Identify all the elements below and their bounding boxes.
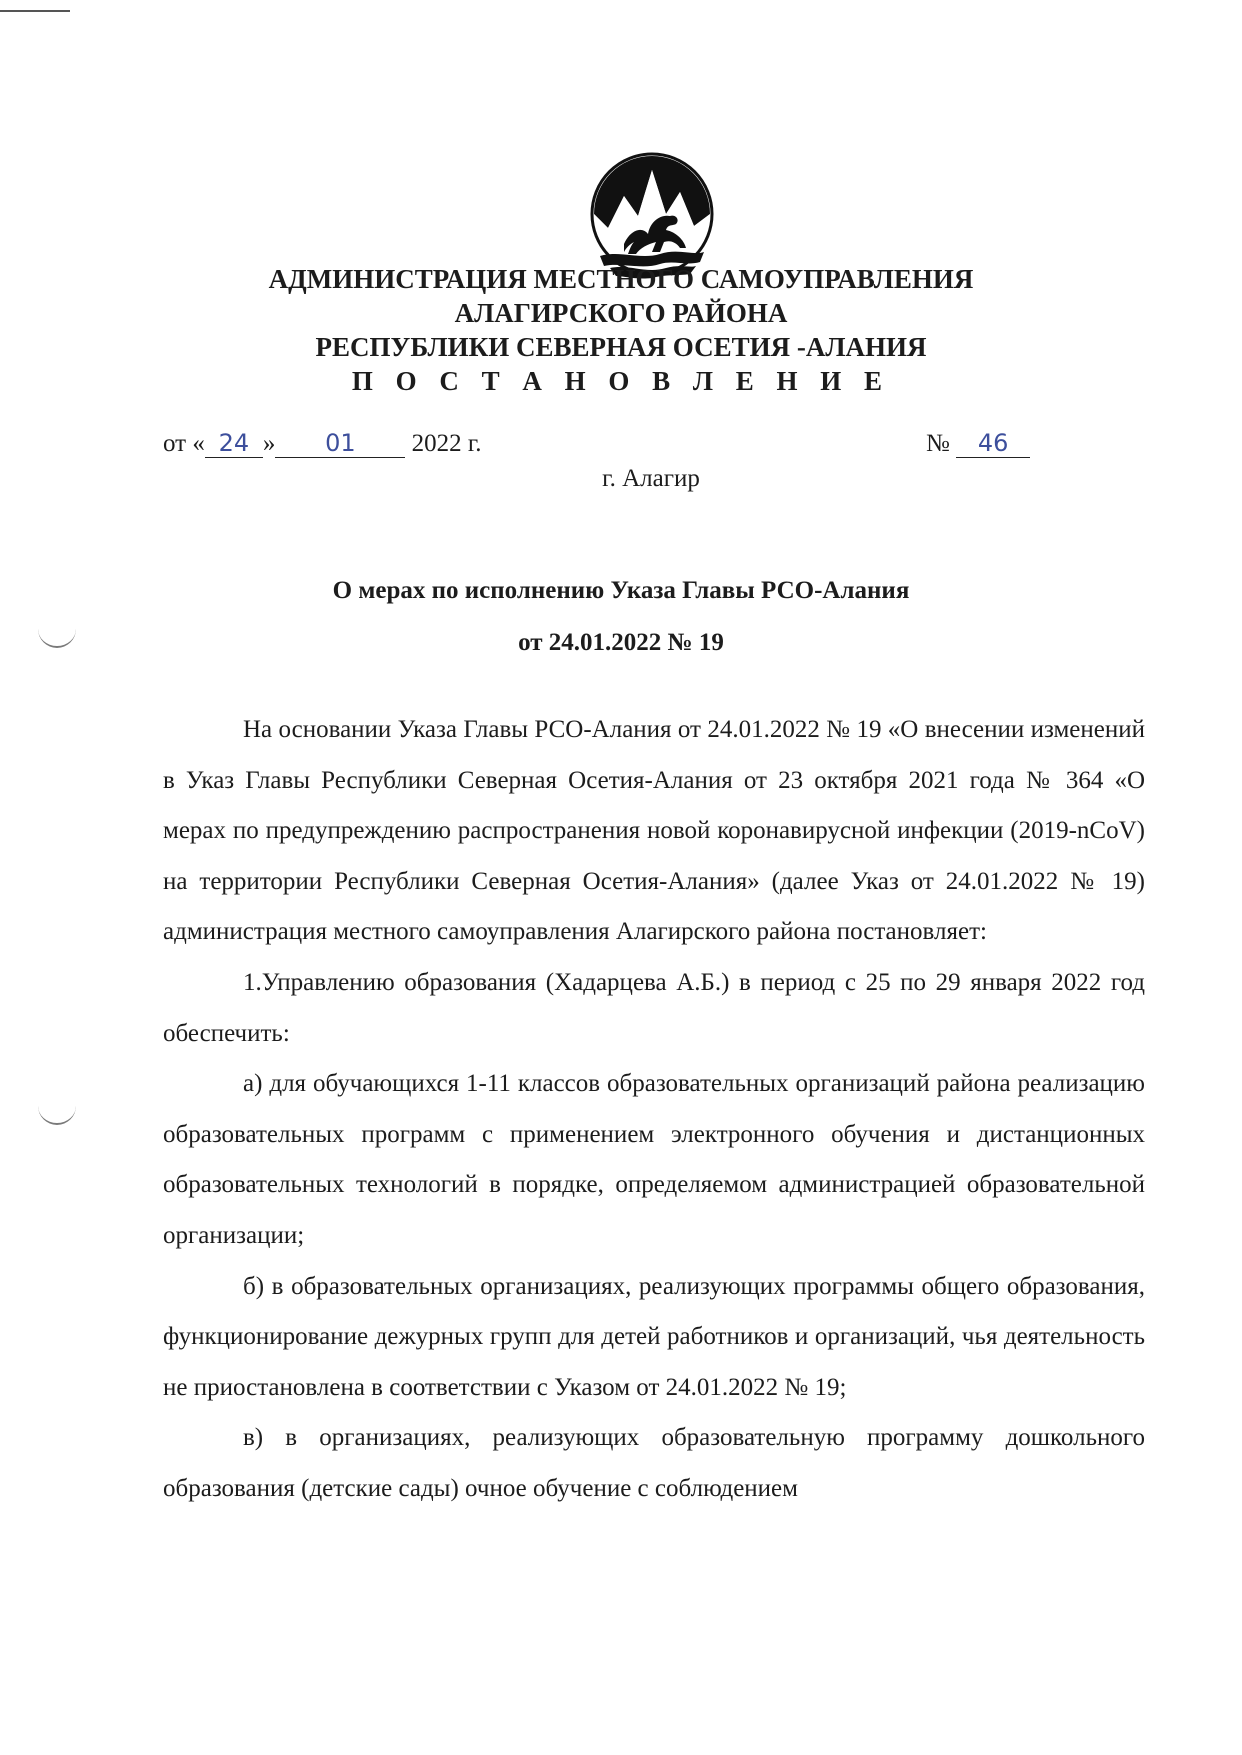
punch-hole-mark — [38, 1105, 76, 1125]
date-day-handwritten: 24 — [218, 429, 250, 457]
number-handwritten: 46 — [977, 429, 1009, 457]
document-title — [0, 565, 1242, 669]
document-number — [926, 430, 1030, 458]
preamble-paragraph: На основании Указа Главы РСО-Алания от 24.01.2022 № 19 «О внесении изменений в Указ Главы Республики Северная Осетия-Алания от 23 октября 2021 года № 364 «О мерах по предупреждению распространения новой коронавирусной инфекции (2019-nCoV) на территории Республики Северная Осетия-Алания» (далее Указ от 24.01.2022 № 19) администрация местного самоуправления Алагирского района постановляет: — [163, 716, 1145, 946]
title-line-2: от 24.01.2022 № 19 — [518, 629, 724, 656]
number-sign: № — [926, 430, 950, 457]
header-line-3: РЕСПУБЛИКИ СЕВЕРНАЯ ОСЕТИЯ -АЛАНИЯ — [315, 332, 927, 362]
item-v-paragraph: в) в организациях, реализующих образовательную программу дошкольного образования (детские сады) очное обучение с соблюдением — [163, 1424, 1145, 1502]
issuer-header — [0, 262, 1242, 398]
header-line-1: АДМИНИСТРАЦИЯ МЕСТНОГО САМОУПРАВЛЕНИЯ — [268, 264, 974, 294]
item-1-paragraph: 1.Управлению образования (Хадарцева А.Б.) в период с 25 по 29 января 2022 год обеспечить: — [163, 968, 1145, 1047]
date-mid: » — [262, 430, 276, 457]
item-a-paragraph: а) для обучающихся 1-11 классов образовательных организаций района реализацию образовательных программ с применением электронного обучения и дистанционных образовательных технологий в порядке, определяемом администрацией образовательной организации; — [163, 1070, 1145, 1249]
date-year: 2022 г. — [411, 430, 482, 457]
item-b-paragraph: б) в образовательных организациях, реализующих программы общего образования, функционирование дежурных групп для детей работников и организаций, чья деятельность не приостановлена в соответствии с Указом от 24.01.2022 № 19; — [163, 1272, 1145, 1401]
scan-edge-mark — [0, 10, 70, 12]
date-prefix: от « — [163, 430, 205, 457]
document-body — [163, 705, 1145, 1515]
document-date — [163, 430, 482, 458]
header-line-2: АЛАГИРСКОГО РАЙОНА — [454, 298, 788, 328]
document-type: П О С Т А Н О В Л Е Н И Е — [351, 366, 891, 396]
title-line-1: О мерах по исполнению Указа Главы РСО-Алания — [332, 577, 910, 604]
city-name: г. Алагир — [602, 465, 700, 492]
date-month-handwritten: 01 — [325, 429, 356, 457]
